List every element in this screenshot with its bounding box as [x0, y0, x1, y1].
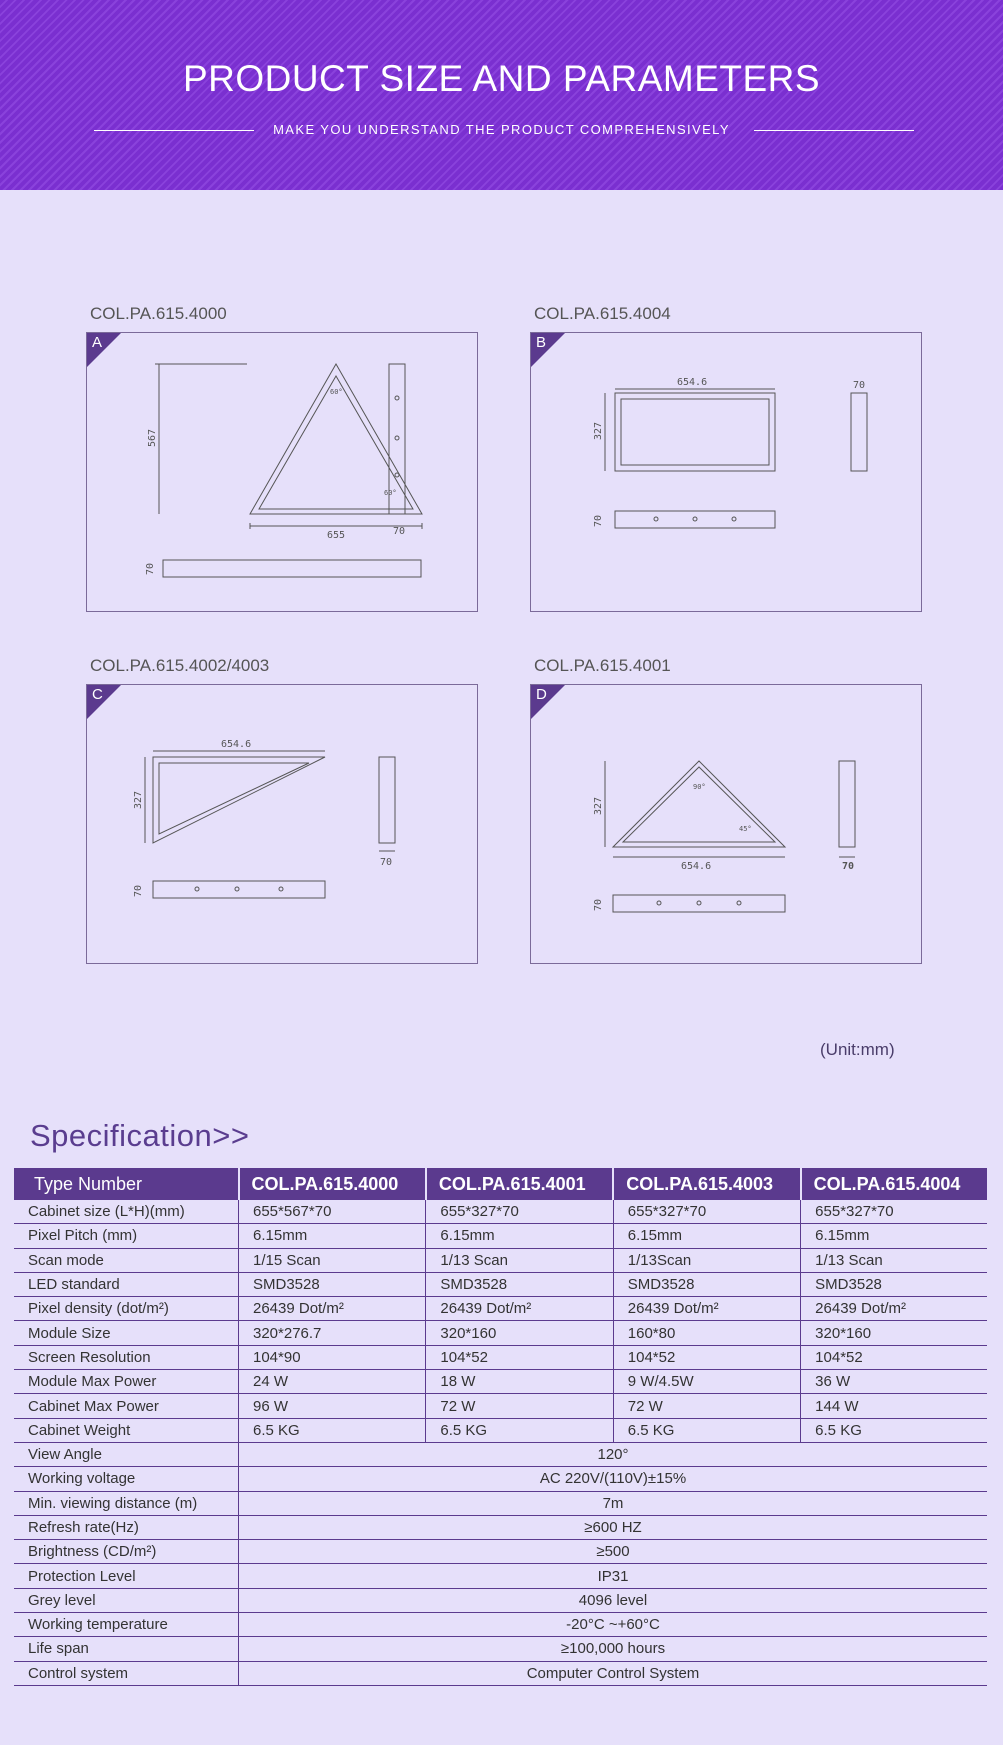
unit-note: (Unit:mm)	[820, 1040, 895, 1059]
dim-c-depth-bottom: 70	[133, 884, 144, 897]
drawing-c	[87, 685, 477, 963]
cell: 1/13Scan	[613, 1248, 800, 1272]
row-label: View Angle	[14, 1442, 239, 1466]
cell: 26439 Dot/m²	[239, 1297, 426, 1321]
dim-d-width: 654.6	[681, 861, 712, 872]
page-title: PRODUCT SIZE AND PARAMETERS	[182, 58, 821, 99]
cell: SMD3528	[239, 1272, 426, 1296]
row-label: Control system	[14, 1661, 239, 1685]
cell: 9 W/4.5W	[613, 1370, 800, 1394]
spec-header-col1: COL.PA.615.4000	[239, 1168, 426, 1200]
cell: 18 W	[426, 1370, 613, 1394]
dim-a-depth-bottom: 70	[145, 562, 156, 575]
spec-header-col4: COL.PA.615.4004	[801, 1168, 987, 1200]
cell: 24 W	[239, 1370, 426, 1394]
table-row	[14, 1321, 987, 1345]
cell: 6.5 KG	[426, 1418, 613, 1442]
cell: SMD3528	[613, 1272, 800, 1296]
table-row	[14, 1394, 987, 1418]
row-label: Grey level	[14, 1588, 239, 1612]
row-label: Pixel density (dot/m²)	[14, 1297, 239, 1321]
row-label: Min. viewing distance (m)	[14, 1491, 239, 1515]
row-label: Pixel Pitch (mm)	[14, 1224, 239, 1248]
spec-table	[14, 1168, 987, 1686]
row-label: Brightness (CD/m²)	[14, 1540, 239, 1564]
cell: 1/15 Scan	[239, 1248, 426, 1272]
dim-d-height: 327	[593, 796, 604, 815]
row-label: Scan mode	[14, 1248, 239, 1272]
angle-d-right: 45°	[739, 825, 752, 833]
cell: 104*52	[613, 1345, 800, 1369]
cell: 26439 Dot/m²	[426, 1297, 613, 1321]
row-label: Module Size	[14, 1321, 239, 1345]
cell: 104*52	[426, 1345, 613, 1369]
table-row	[14, 1418, 987, 1442]
model-label-c: COL.PA.615.4002/4003	[90, 656, 270, 675]
cell: 320*160	[801, 1321, 987, 1345]
panel-letter-d: D	[536, 686, 547, 703]
row-label: Working temperature	[14, 1613, 239, 1637]
table-row	[14, 1297, 987, 1321]
cell: 36 W	[801, 1370, 987, 1394]
spec-header-col3: COL.PA.615.4003	[613, 1168, 800, 1200]
table-row	[14, 1588, 987, 1612]
table-row	[14, 1491, 987, 1515]
spec-header-row	[14, 1168, 987, 1200]
cell: 655*567*70	[239, 1200, 426, 1224]
row-label: Protection Level	[14, 1564, 239, 1588]
cell: 655*327*70	[801, 1200, 987, 1224]
table-row	[14, 1515, 987, 1539]
panel-letter-a: A	[92, 334, 103, 351]
drawing-panel-d	[530, 684, 922, 964]
merged-cell: 7m	[239, 1491, 988, 1515]
merged-cell: ≥500	[239, 1540, 988, 1564]
cell: 96 W	[239, 1394, 426, 1418]
dim-c-depth: 70	[380, 857, 393, 868]
row-label: Refresh rate(Hz)	[14, 1515, 239, 1539]
dim-a-height: 567	[147, 428, 158, 447]
cell: 144 W	[801, 1394, 987, 1418]
cell: 26439 Dot/m²	[801, 1297, 987, 1321]
panel-letter-c: C	[92, 686, 103, 703]
dim-b-height: 327	[593, 421, 604, 440]
cell: SMD3528	[801, 1272, 987, 1296]
row-label: Cabinet size (L*H)(mm)	[14, 1200, 239, 1224]
drawing-d	[531, 685, 921, 963]
drawing-panel-a	[86, 332, 478, 612]
table-row	[14, 1200, 987, 1224]
row-label: LED standard	[14, 1272, 239, 1296]
model-label-d: COL.PA.615.4001	[534, 656, 671, 675]
cell: 6.15mm	[801, 1224, 987, 1248]
spec-header-type: Type Number	[14, 1168, 239, 1200]
model-label-a: COL.PA.615.4000	[90, 304, 227, 323]
row-label: Screen Resolution	[14, 1345, 239, 1369]
page-subtitle: MAKE YOU UNDERSTAND THE PRODUCT COMPREHENSIVELY	[273, 122, 730, 137]
cell: 6.15mm	[426, 1224, 613, 1248]
panel-letter-b: B	[536, 334, 547, 351]
merged-cell: ≥600 HZ	[239, 1515, 988, 1539]
cell: 655*327*70	[613, 1200, 800, 1224]
merged-cell: 4096 level	[239, 1588, 988, 1612]
drawing-panel-b	[530, 332, 922, 612]
spec-title: Specification>>	[30, 1118, 250, 1153]
angle-d-top: 90°	[693, 783, 706, 791]
cell: SMD3528	[426, 1272, 613, 1296]
cell: 6.15mm	[239, 1224, 426, 1248]
dim-b-width: 654.6	[677, 377, 708, 388]
table-row	[14, 1661, 987, 1685]
merged-cell: IP31	[239, 1564, 988, 1588]
table-row	[14, 1248, 987, 1272]
table-row	[14, 1442, 987, 1466]
cell: 320*276.7	[239, 1321, 426, 1345]
merged-cell: AC 220V/(110V)±15%	[239, 1467, 988, 1491]
dim-a-width: 655	[327, 530, 346, 541]
row-label: Module Max Power	[14, 1370, 239, 1394]
merged-cell: -20°C ~+60°C	[239, 1613, 988, 1637]
merged-cell: ≥100,000 hours	[239, 1637, 988, 1661]
cell: 104*90	[239, 1345, 426, 1369]
cell: 26439 Dot/m²	[613, 1297, 800, 1321]
merged-cell: 120°	[239, 1442, 988, 1466]
table-row	[14, 1370, 987, 1394]
model-label-b: COL.PA.615.4004	[534, 304, 671, 323]
cell: 655*327*70	[426, 1200, 613, 1224]
dim-d-depth-bottom: 70	[593, 898, 604, 911]
cell: 6.5 KG	[613, 1418, 800, 1442]
table-row	[14, 1613, 987, 1637]
merged-cell: Computer Control System	[239, 1661, 988, 1685]
row-label: Cabinet Weight	[14, 1418, 239, 1442]
cell: 6.5 KG	[239, 1418, 426, 1442]
drawing-a	[87, 333, 477, 611]
table-row	[14, 1345, 987, 1369]
cell: 72 W	[426, 1394, 613, 1418]
cell: 104*52	[801, 1345, 987, 1369]
dim-a-depth: 70	[393, 526, 406, 537]
angle-a-top: 60°	[330, 388, 343, 396]
dim-c-width: 654.6	[221, 739, 252, 750]
table-row	[14, 1467, 987, 1491]
row-label: Life span	[14, 1637, 239, 1661]
cell: 72 W	[613, 1394, 800, 1418]
drawing-panel-c	[86, 684, 478, 964]
angle-a-right: 60°	[384, 489, 397, 497]
cell: 1/13 Scan	[801, 1248, 987, 1272]
row-label: Cabinet Max Power	[14, 1394, 239, 1418]
cell: 160*80	[613, 1321, 800, 1345]
table-row	[14, 1540, 987, 1564]
dim-b-depth: 70	[853, 380, 866, 391]
header-banner	[0, 0, 1003, 190]
cell: 6.15mm	[613, 1224, 800, 1248]
table-row	[14, 1564, 987, 1588]
dim-d-depth: 70	[842, 861, 855, 872]
dim-c-height: 327	[133, 790, 144, 809]
table-row	[14, 1224, 987, 1248]
row-label: Working voltage	[14, 1467, 239, 1491]
drawing-b	[531, 333, 921, 611]
table-row	[14, 1272, 987, 1296]
cell: 320*160	[426, 1321, 613, 1345]
subtitle-line-right	[754, 130, 914, 131]
table-row	[14, 1637, 987, 1661]
dim-b-depth-bottom: 70	[593, 514, 604, 527]
cell: 1/13 Scan	[426, 1248, 613, 1272]
cell: 6.5 KG	[801, 1418, 987, 1442]
spec-header-col2: COL.PA.615.4001	[426, 1168, 613, 1200]
